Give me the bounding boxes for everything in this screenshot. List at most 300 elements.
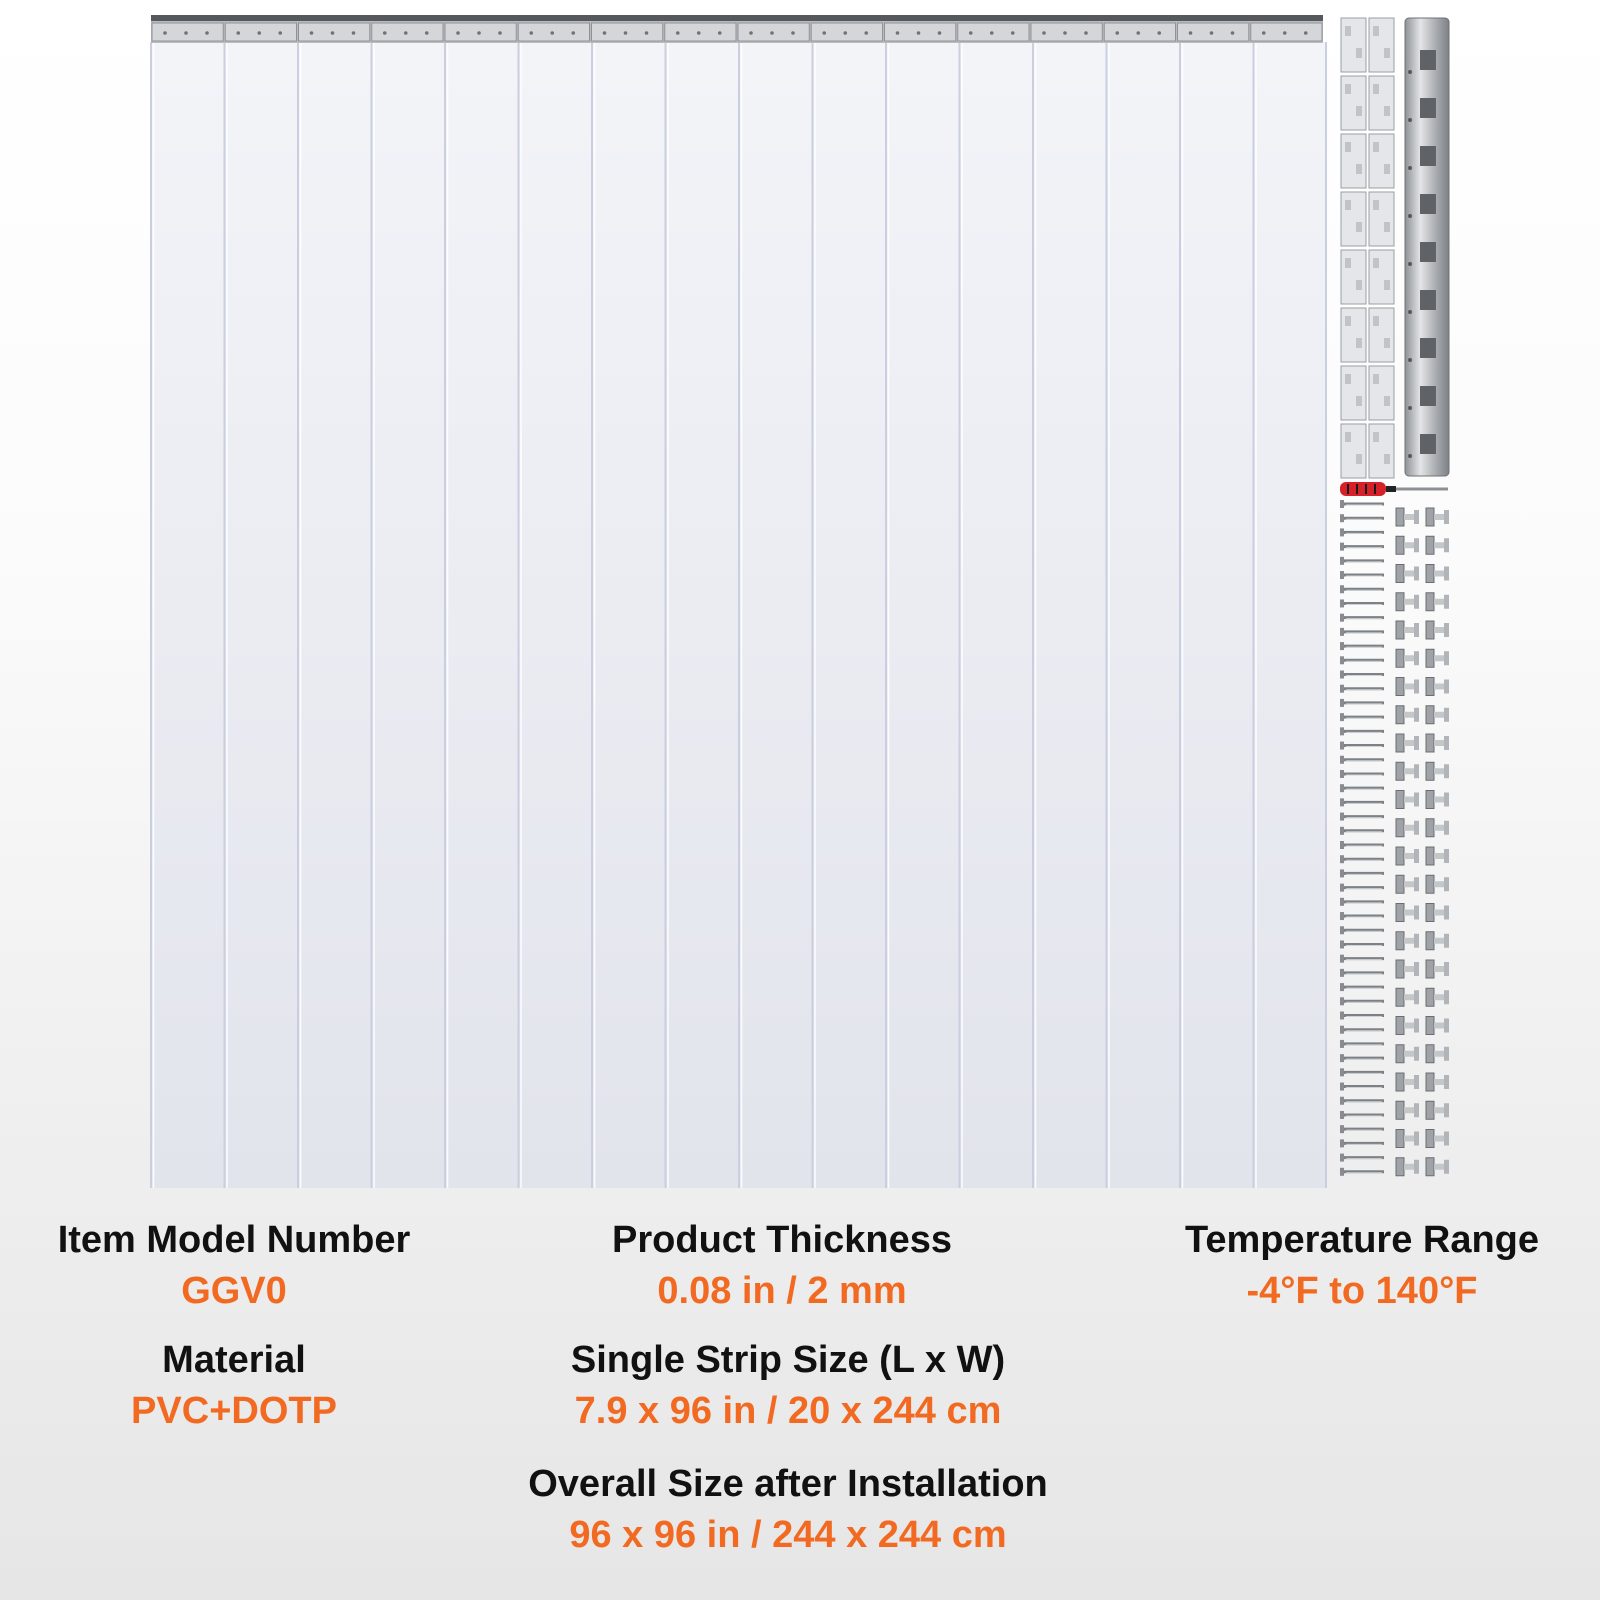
rivet-dot bbox=[1189, 31, 1193, 35]
rivet-dot bbox=[257, 31, 261, 35]
mounting-bracket-icon bbox=[1405, 18, 1449, 476]
screw-icon bbox=[1340, 841, 1344, 849]
screw-icon bbox=[1340, 543, 1344, 551]
rivet-dot bbox=[310, 31, 314, 35]
plate-slot bbox=[1356, 396, 1362, 406]
connector-plate-icon bbox=[1341, 250, 1366, 304]
rivet-dot bbox=[822, 31, 826, 35]
screw-icon bbox=[1340, 983, 1344, 991]
plate-slot bbox=[1373, 316, 1379, 326]
spec-material-label: Material bbox=[162, 1339, 306, 1381]
spec-strip-size-label: Single Strip Size (L x W) bbox=[570, 1339, 1006, 1381]
bolt-nut bbox=[1444, 595, 1449, 609]
rivet-dot bbox=[456, 31, 460, 35]
bolt-nut bbox=[1414, 567, 1419, 581]
spec-temperature bbox=[1185, 1218, 1539, 1313]
spec-temperature-value: -4°F to 140°F bbox=[1246, 1270, 1478, 1312]
bolt-nut bbox=[1414, 651, 1419, 665]
bolt-washer-icon bbox=[1396, 508, 1404, 526]
bolt-nut bbox=[1444, 793, 1449, 807]
bolt-nut bbox=[1414, 821, 1419, 835]
bracket-slot bbox=[1420, 50, 1436, 70]
bolt-washer-icon bbox=[1426, 536, 1434, 554]
plate-slot bbox=[1345, 26, 1351, 36]
screw-icon bbox=[1340, 912, 1344, 920]
curtain-strip bbox=[1106, 42, 1180, 1188]
screw-icon bbox=[1340, 1139, 1344, 1147]
connector-plate-icon bbox=[1369, 18, 1394, 72]
bolt-washer-icon bbox=[1396, 706, 1404, 724]
screw-icon bbox=[1340, 955, 1344, 963]
connector-plate-icon bbox=[1369, 366, 1394, 420]
bolt-nut bbox=[1444, 849, 1449, 863]
screw-icon bbox=[1340, 585, 1344, 593]
bolt-washer-icon bbox=[1426, 1130, 1434, 1148]
hanger-plate bbox=[1251, 23, 1322, 41]
spec-overall-size-value: 96 x 96 in / 244 x 244 cm bbox=[569, 1514, 1007, 1556]
screw-icon bbox=[1340, 869, 1344, 877]
curtain-strip bbox=[1179, 42, 1253, 1188]
screw-icon bbox=[1340, 528, 1344, 536]
rivet-dot bbox=[1084, 31, 1088, 35]
bolt-washer-icon bbox=[1396, 1101, 1404, 1119]
connector-plate-icon bbox=[1369, 192, 1394, 246]
rail-bar bbox=[151, 15, 1323, 22]
screw-icon bbox=[1340, 1040, 1344, 1048]
bolt-washer-icon bbox=[1396, 875, 1404, 893]
connector-plate-icon bbox=[1341, 366, 1366, 420]
screw-icon bbox=[1340, 855, 1344, 863]
hanger-plate bbox=[1178, 23, 1249, 41]
plate-slot bbox=[1356, 454, 1362, 464]
bolt-nut bbox=[1444, 1132, 1449, 1146]
screw-icon bbox=[1340, 514, 1344, 522]
bolt-nut bbox=[1444, 651, 1449, 665]
bolt-nut bbox=[1444, 708, 1449, 722]
rivet-dot bbox=[425, 31, 429, 35]
rivet-dot bbox=[1011, 31, 1015, 35]
bolt-nut bbox=[1414, 934, 1419, 948]
connector-plate-icon bbox=[1341, 424, 1366, 478]
connector-plate-icon bbox=[1341, 192, 1366, 246]
spec-thickness bbox=[612, 1218, 952, 1313]
bolt-washer-icon bbox=[1396, 678, 1404, 696]
rivet-dot bbox=[718, 31, 722, 35]
plate-slot bbox=[1384, 164, 1390, 174]
bolt-nut bbox=[1414, 595, 1419, 609]
strip-curtain bbox=[150, 42, 1326, 1188]
bolt-washer-icon bbox=[1396, 847, 1404, 865]
screw-icon bbox=[1340, 1097, 1344, 1105]
bolt-nut bbox=[1414, 877, 1419, 891]
rivet-dot bbox=[603, 31, 607, 35]
screw-icon bbox=[1340, 642, 1344, 650]
screw-icon bbox=[1340, 614, 1344, 622]
screw-icon bbox=[1340, 557, 1344, 565]
hanger-plate bbox=[811, 23, 882, 41]
bolt-nut bbox=[1444, 764, 1449, 778]
bolt-nut bbox=[1444, 990, 1449, 1004]
screwdriver-handle bbox=[1340, 482, 1386, 496]
rivet-dot bbox=[477, 31, 481, 35]
bracket-hole bbox=[1408, 166, 1412, 170]
bracket-hole bbox=[1408, 454, 1412, 458]
screw-icon bbox=[1340, 685, 1344, 693]
bolt-nut bbox=[1414, 1075, 1419, 1089]
bolt-washer-icon bbox=[1426, 565, 1434, 583]
rivet-dot bbox=[1157, 31, 1161, 35]
bolt-washer-icon bbox=[1396, 621, 1404, 639]
bolt-washer-icon bbox=[1396, 536, 1404, 554]
spec-overall-size-label: Overall Size after Installation bbox=[528, 1463, 1048, 1505]
screw-icon bbox=[1340, 628, 1344, 636]
bolt-washer-icon bbox=[1426, 508, 1434, 526]
bolt-nut bbox=[1414, 708, 1419, 722]
plate-slot bbox=[1356, 338, 1362, 348]
rivet-dot bbox=[383, 31, 387, 35]
curtain-strip bbox=[885, 42, 959, 1188]
rivet-dot bbox=[843, 31, 847, 35]
screw-icon bbox=[1340, 727, 1344, 735]
screw-icon bbox=[1340, 1026, 1344, 1034]
rivet-dot bbox=[184, 31, 188, 35]
bolt-nut bbox=[1414, 1047, 1419, 1061]
bolt-nut bbox=[1414, 793, 1419, 807]
bracket-slot bbox=[1420, 434, 1436, 454]
screw-icon bbox=[1340, 1125, 1344, 1133]
bolt-washer-icon bbox=[1426, 649, 1434, 667]
bolt-washer-icon bbox=[1396, 1073, 1404, 1091]
bolt-washer-icon bbox=[1426, 791, 1434, 809]
screw-icon bbox=[1340, 940, 1344, 948]
bracket-hole bbox=[1408, 70, 1412, 74]
bolt-washer-icon bbox=[1426, 1017, 1434, 1035]
rivet-dot bbox=[969, 31, 973, 35]
plate-slot bbox=[1384, 454, 1390, 464]
rivet-dot bbox=[498, 31, 502, 35]
bolt-washer-icon bbox=[1396, 819, 1404, 837]
hanger-plate bbox=[738, 23, 809, 41]
curtain-strip bbox=[812, 42, 886, 1188]
bolt-nut bbox=[1414, 1160, 1419, 1174]
spec-thickness-label: Product Thickness bbox=[612, 1219, 952, 1261]
bolt-washer-icon bbox=[1396, 932, 1404, 950]
screw-icon bbox=[1340, 827, 1344, 835]
bolt-nut bbox=[1444, 1019, 1449, 1033]
bolt-washer-icon bbox=[1396, 649, 1404, 667]
rivet-dot bbox=[1262, 31, 1266, 35]
curtain-strip bbox=[224, 42, 298, 1188]
rivet-dot bbox=[1136, 31, 1140, 35]
screw-icon bbox=[1340, 571, 1344, 579]
rivet-dot bbox=[550, 31, 554, 35]
plate-slot bbox=[1384, 396, 1390, 406]
bolt-washer-icon bbox=[1396, 960, 1404, 978]
plate-slot bbox=[1356, 164, 1362, 174]
plate-slot bbox=[1345, 374, 1351, 384]
rivet-dot bbox=[896, 31, 900, 35]
bracket-slot bbox=[1420, 338, 1436, 358]
bolt-washer-icon bbox=[1426, 819, 1434, 837]
bolt-nut bbox=[1414, 736, 1419, 750]
bolt-nut bbox=[1444, 736, 1449, 750]
rivet-dot bbox=[404, 31, 408, 35]
bolt-nut bbox=[1444, 1075, 1449, 1089]
screws bbox=[1340, 500, 1384, 1176]
connector-plate-icon bbox=[1369, 76, 1394, 130]
bolt-washer-icon bbox=[1426, 1158, 1434, 1176]
plate-slot bbox=[1345, 200, 1351, 210]
screwdriver-ferrule bbox=[1386, 486, 1396, 492]
screw-icon bbox=[1340, 599, 1344, 607]
screw-icon bbox=[1340, 1068, 1344, 1076]
rivet-dot bbox=[791, 31, 795, 35]
bolt-washer-icon bbox=[1396, 988, 1404, 1006]
plate-slot bbox=[1384, 280, 1390, 290]
screw-icon bbox=[1340, 1054, 1344, 1062]
curtain-strip bbox=[518, 42, 592, 1188]
bolt-washer-icon bbox=[1426, 762, 1434, 780]
spec-temperature-label: Temperature Range bbox=[1184, 1219, 1540, 1261]
rivet-dot bbox=[1283, 31, 1287, 35]
screw-icon bbox=[1340, 898, 1344, 906]
plate-slot bbox=[1373, 258, 1379, 268]
plate-slot bbox=[1345, 432, 1351, 442]
rivet-dot bbox=[352, 31, 356, 35]
bolt-nut bbox=[1444, 567, 1449, 581]
curtain-strip bbox=[959, 42, 1033, 1188]
bolt-nut bbox=[1444, 538, 1449, 552]
plate-slot bbox=[1373, 142, 1379, 152]
curtain-strip bbox=[665, 42, 739, 1188]
screw-icon bbox=[1340, 756, 1344, 764]
hanger-plate bbox=[445, 23, 516, 41]
curtain-strip bbox=[150, 42, 224, 1188]
plate-slot bbox=[1373, 432, 1379, 442]
bolt-washer-icon bbox=[1426, 988, 1434, 1006]
bolt-nut bbox=[1414, 538, 1419, 552]
bolt-washer-icon bbox=[1396, 1158, 1404, 1176]
hanger-plate bbox=[1031, 23, 1102, 41]
screw-icon bbox=[1340, 969, 1344, 977]
bolt-washer-icon bbox=[1426, 904, 1434, 922]
rivet-dot bbox=[1304, 31, 1308, 35]
bolt-nut bbox=[1414, 1019, 1419, 1033]
rivet-dot bbox=[571, 31, 575, 35]
bolt-washer-icon bbox=[1396, 791, 1404, 809]
rivet-dot bbox=[1042, 31, 1046, 35]
bolt-nut bbox=[1444, 1160, 1449, 1174]
plate-slot bbox=[1356, 222, 1362, 232]
hanger-plate bbox=[225, 23, 296, 41]
connector-plate-icon bbox=[1369, 308, 1394, 362]
hanger-plate bbox=[592, 23, 663, 41]
hanger-plate bbox=[958, 23, 1029, 41]
plate-slot bbox=[1345, 84, 1351, 94]
screw-icon bbox=[1340, 1111, 1344, 1119]
rivet-dot bbox=[864, 31, 868, 35]
bolt-nut bbox=[1414, 623, 1419, 637]
rivet-dot bbox=[938, 31, 942, 35]
bracket-slot bbox=[1420, 386, 1436, 406]
rivet-dot bbox=[163, 31, 167, 35]
bolt-nut bbox=[1444, 821, 1449, 835]
screw-icon bbox=[1340, 500, 1344, 508]
plate-slot bbox=[1384, 106, 1390, 116]
curtain-strip bbox=[1253, 42, 1327, 1188]
connector-plate-icon bbox=[1369, 134, 1394, 188]
rivet-dot bbox=[1231, 31, 1235, 35]
plate-slot bbox=[1384, 48, 1390, 58]
hanger-plate bbox=[665, 23, 736, 41]
rivet-dot bbox=[624, 31, 628, 35]
bolt-washer-icon bbox=[1426, 1045, 1434, 1063]
connector-plate-icon bbox=[1341, 76, 1366, 130]
rivet-dot bbox=[529, 31, 533, 35]
screw-icon bbox=[1340, 671, 1344, 679]
screwdriver-icon bbox=[1340, 482, 1448, 496]
rivet-dot bbox=[205, 31, 209, 35]
screw-icon bbox=[1340, 699, 1344, 707]
hanger-plate bbox=[152, 23, 223, 41]
rivet-dot bbox=[331, 31, 335, 35]
bolt-nut bbox=[1414, 764, 1419, 778]
connector-plates bbox=[1341, 18, 1394, 478]
bolt-nut bbox=[1444, 934, 1449, 948]
bolt-nut bbox=[1414, 680, 1419, 694]
screw-icon bbox=[1340, 713, 1344, 721]
bolt-nut bbox=[1444, 906, 1449, 920]
plate-slot bbox=[1356, 280, 1362, 290]
bolt-washer-icon bbox=[1426, 932, 1434, 950]
rivet-dot bbox=[278, 31, 282, 35]
bolt-washer-icon bbox=[1426, 847, 1434, 865]
bolt-washer-icon bbox=[1396, 904, 1404, 922]
plate-slot bbox=[1345, 258, 1351, 268]
bolt-nut bbox=[1444, 1047, 1449, 1061]
plate-slot bbox=[1356, 106, 1362, 116]
hanger-plate bbox=[299, 23, 370, 41]
bolt-nut bbox=[1444, 680, 1449, 694]
plate-slot bbox=[1356, 48, 1362, 58]
spec-overall-size bbox=[528, 1462, 1048, 1557]
bolt-washer-icon bbox=[1426, 593, 1434, 611]
plate-slot bbox=[1373, 84, 1379, 94]
bolt-nut bbox=[1444, 962, 1449, 976]
hanger-plate bbox=[372, 23, 443, 41]
screw-icon bbox=[1340, 742, 1344, 750]
bolt-washer-icon bbox=[1396, 565, 1404, 583]
bolt-washer-icon bbox=[1426, 1101, 1434, 1119]
screw-icon bbox=[1340, 656, 1344, 664]
bolt-washer-icon bbox=[1396, 1017, 1404, 1035]
bolt-washer-icon bbox=[1426, 1073, 1434, 1091]
bolt-nut bbox=[1444, 623, 1449, 637]
bolt-washer-icon bbox=[1426, 734, 1434, 752]
plate-slot bbox=[1373, 200, 1379, 210]
hanger-plate bbox=[518, 23, 589, 41]
spec-material-value: PVC+DOTP bbox=[131, 1390, 337, 1432]
screw-icon bbox=[1340, 770, 1344, 778]
hanging-rail bbox=[151, 15, 1323, 43]
spec-model-label: Item Model Number bbox=[57, 1219, 411, 1261]
rivet-dot bbox=[770, 31, 774, 35]
bolt-nut bbox=[1444, 510, 1449, 524]
bolt-nut bbox=[1444, 877, 1449, 891]
bolt-washer-icon bbox=[1396, 1130, 1404, 1148]
bolts-washers bbox=[1396, 508, 1449, 1176]
bolt-washer-icon bbox=[1426, 960, 1434, 978]
screw-icon bbox=[1340, 784, 1344, 792]
bolt-washer-icon bbox=[1396, 593, 1404, 611]
spec-model-value: GGV0 bbox=[181, 1270, 287, 1312]
spec-strip-size bbox=[571, 1338, 1005, 1433]
bracket-slot bbox=[1420, 290, 1436, 310]
bolt-washer-icon bbox=[1426, 621, 1434, 639]
curtain-strip bbox=[297, 42, 371, 1188]
plate-slot bbox=[1384, 338, 1390, 348]
plate-slot bbox=[1384, 222, 1390, 232]
bracket-hole bbox=[1408, 118, 1412, 122]
curtain-strip bbox=[444, 42, 518, 1188]
connector-plate-icon bbox=[1369, 424, 1394, 478]
rivet-dot bbox=[697, 31, 701, 35]
bolt-nut bbox=[1444, 1103, 1449, 1117]
bracket-hole bbox=[1408, 406, 1412, 410]
spec-model bbox=[58, 1218, 411, 1313]
bolt-nut bbox=[1414, 906, 1419, 920]
plate-slot bbox=[1345, 142, 1351, 152]
screw-icon bbox=[1340, 997, 1344, 1005]
curtain-strip bbox=[1032, 42, 1106, 1188]
bracket-slot bbox=[1420, 146, 1436, 166]
rivet-dot bbox=[990, 31, 994, 35]
bolt-washer-icon bbox=[1426, 706, 1434, 724]
bolt-washer-icon bbox=[1396, 734, 1404, 752]
bracket-hole bbox=[1408, 358, 1412, 362]
connector-plate-icon bbox=[1369, 250, 1394, 304]
bracket-hole bbox=[1408, 310, 1412, 314]
rivet-dot bbox=[1115, 31, 1119, 35]
spec-material bbox=[131, 1338, 337, 1433]
bolt-nut bbox=[1414, 510, 1419, 524]
hanger-plate bbox=[1104, 23, 1175, 41]
bolt-nut bbox=[1414, 1103, 1419, 1117]
rivet-dot bbox=[1210, 31, 1214, 35]
plate-slot bbox=[1373, 374, 1379, 384]
screw-icon bbox=[1340, 798, 1344, 806]
bolt-washer-icon bbox=[1426, 678, 1434, 696]
bracket-hole bbox=[1408, 214, 1412, 218]
rivet-dot bbox=[676, 31, 680, 35]
curtain-strip bbox=[371, 42, 445, 1188]
hanger-plate bbox=[885, 23, 956, 41]
bolt-nut bbox=[1414, 849, 1419, 863]
bracket-slot bbox=[1420, 242, 1436, 262]
rivet-dot bbox=[917, 31, 921, 35]
bolt-nut bbox=[1414, 1132, 1419, 1146]
screw-icon bbox=[1340, 1012, 1344, 1020]
spec-thickness-value: 0.08 in / 2 mm bbox=[657, 1270, 907, 1312]
bolt-washer-icon bbox=[1396, 762, 1404, 780]
screw-icon bbox=[1340, 1154, 1344, 1162]
screw-icon bbox=[1340, 926, 1344, 934]
bolt-washer-icon bbox=[1426, 875, 1434, 893]
spec-strip-size-value: 7.9 x 96 in / 20 x 244 cm bbox=[574, 1390, 1002, 1432]
curtain-strip bbox=[591, 42, 665, 1188]
bracket-slot bbox=[1420, 98, 1436, 118]
screw-icon bbox=[1340, 1168, 1344, 1176]
